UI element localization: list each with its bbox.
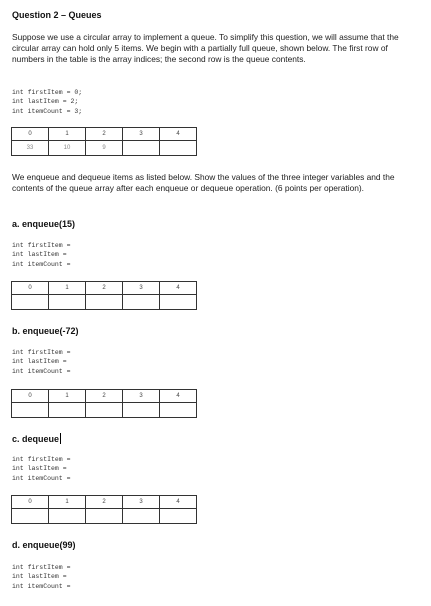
operation-a-code [12,241,71,269]
index-cell: 1 [49,496,86,509]
index-row [12,496,197,509]
index-cell: 2 [86,128,123,141]
index-cell: 2 [86,282,123,295]
operation-a-label: a. enqueue(15) [12,219,76,229]
code-line: int firstItem = [12,242,71,249]
code-line: int firstItem = [12,456,71,463]
value-cell [123,141,160,156]
index-row [12,128,197,141]
index-cell: 0 [12,128,49,141]
value-row [12,509,197,524]
index-cell: 4 [160,390,197,403]
code-line: int firstItem = [12,349,71,356]
index-row [12,390,197,403]
index-cell: 1 [49,390,86,403]
value-cell: 10 [49,141,86,156]
value-cell: 9 [86,141,123,156]
answer-cell[interactable] [49,509,86,524]
value-row [12,141,197,156]
code-line: int itemCount = [12,367,71,375]
index-row [12,282,197,295]
intro-paragraph: Suppose we use a circular array to implement a queue. To simplify this question, we will assume that the circular array can hold only 5 items. We begin with a partially full queue, shown below. The first row of numbers in the table is the array indices; the second row is the queue contents. [12,32,399,64]
operation-b-label: b. enqueue(-72) [12,326,79,336]
operation-c-table [11,495,197,524]
index-cell: 1 [49,282,86,295]
answer-cell[interactable] [160,403,197,418]
operation-d-code [12,563,71,591]
answer-cell[interactable] [123,403,160,418]
index-cell: 4 [160,496,197,509]
answer-cell[interactable] [12,403,49,418]
code-line: int itemCount = 3; [12,107,83,115]
code-line: int itemCount = [12,474,71,482]
instructions-paragraph: We enqueue and dequeue items as listed below. Show the values of the three integer variables and the contents of the queue array after each enqueue or dequeue operation. (6 points per operation). [12,172,395,193]
answer-cell[interactable] [160,295,197,310]
answer-cell[interactable] [86,295,123,310]
index-cell: 1 [49,128,86,141]
operation-c-code [12,455,71,483]
code-line: int itemCount = [12,260,71,268]
operation-c-text: c. dequeue [12,434,60,444]
code-line: int lastItem = 2; [12,98,79,106]
index-cell: 0 [12,390,49,403]
index-cell: 4 [160,128,197,141]
initial-queue-table [11,127,197,156]
answer-cell[interactable] [12,509,49,524]
answer-cell[interactable] [160,509,197,524]
index-cell: 2 [86,496,123,509]
operation-c-label [12,433,61,444]
operation-d-label: d. enqueue(99) [12,540,76,550]
operation-b-table [11,389,197,418]
operation-a-table [11,281,197,310]
answer-cell[interactable] [49,295,86,310]
code-line: int lastItem = [12,251,67,259]
index-cell: 3 [123,282,160,295]
value-cell: 33 [12,141,49,156]
code-line: int itemCount = [12,582,71,590]
answer-cell[interactable] [86,509,123,524]
index-cell: 4 [160,282,197,295]
answer-cell[interactable] [49,403,86,418]
index-cell: 0 [12,282,49,295]
index-cell: 3 [123,390,160,403]
operation-b-code [12,348,71,376]
answer-cell[interactable] [123,295,160,310]
code-line: int lastItem = [12,358,67,366]
index-cell: 3 [123,496,160,509]
code-line: int firstItem = [12,564,71,571]
code-line: int lastItem = [12,465,67,473]
answer-cell[interactable] [123,509,160,524]
index-cell: 0 [12,496,49,509]
text-cursor [60,433,61,444]
index-cell: 3 [123,128,160,141]
answer-cell[interactable] [86,403,123,418]
code-line: int lastItem = [12,573,67,581]
initial-code [12,88,82,116]
value-row [12,403,197,418]
code-line: int firstItem = 0; [12,89,83,96]
index-cell: 2 [86,390,123,403]
answer-cell[interactable] [12,295,49,310]
question-title: Question 2 – Queues [12,10,102,20]
value-row [12,295,197,310]
value-cell [160,141,197,156]
